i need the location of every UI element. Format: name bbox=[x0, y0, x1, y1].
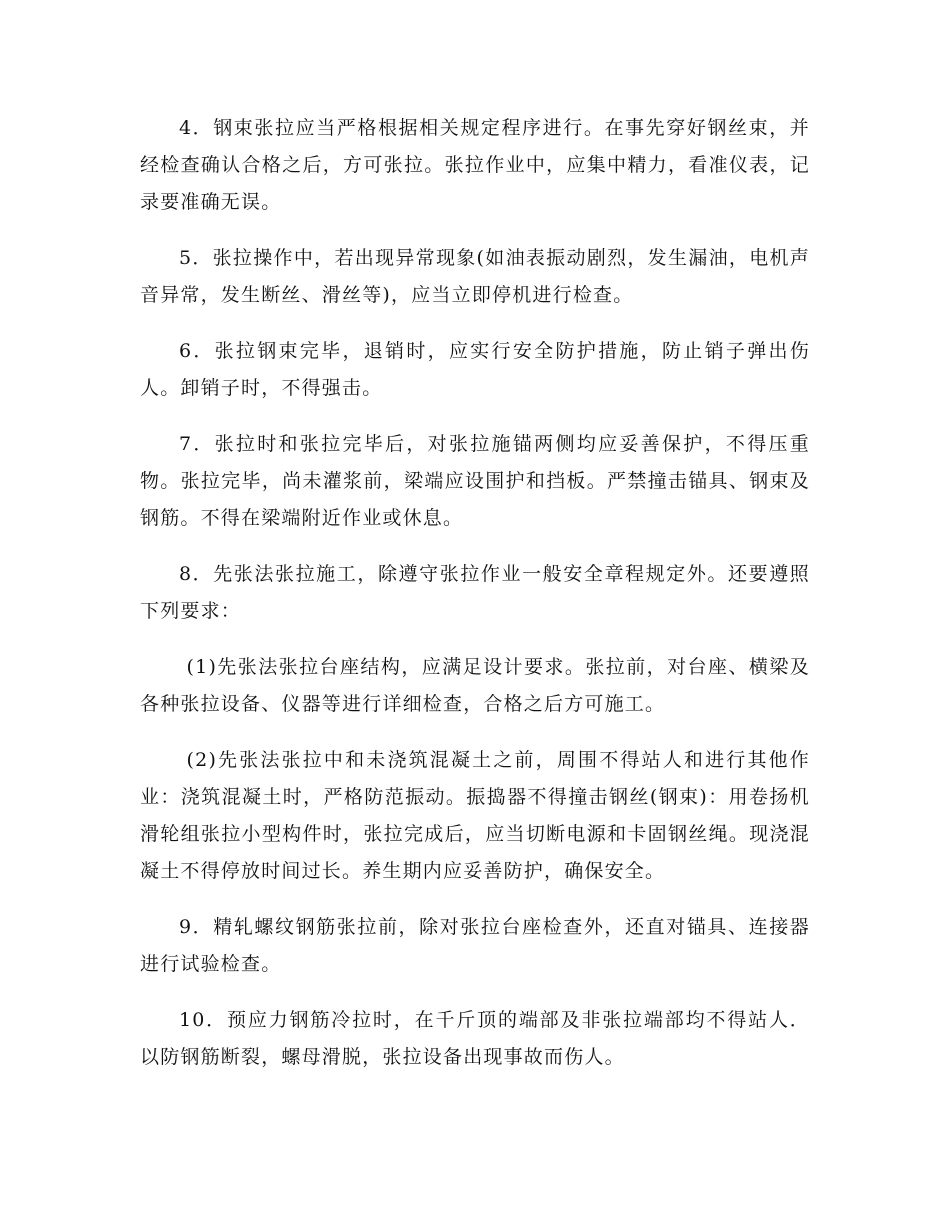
paragraph-subitem-2: (2)先张法张拉中和未浇筑混凝土之前，周围不得站人和进行其他作业：浇筑混凝土时，严格防范振动。振捣器不得撞击钢丝(钢束)：用卷扬机滑轮组张拉小型构件时，张拉完成后，应当切断电源和卡固钢丝绳。现浇混凝土不得停放时间过长。养生期内应妥善防护，确保安全。 bbox=[140, 749, 810, 882]
paragraph-item-5: 5．张拉操作中，若出现异常现象(如油表振动剧烈，发生漏油，电机声音异常，发生断丝、滑丝等)，应当立即停机进行检查。 bbox=[140, 247, 810, 306]
paragraph-item-4: 4．钢束张拉应当严格根据相关规定程序进行。在事先穿好钢丝束，并经检查确认合格之后，方可张拉。张拉作业中，应集中精力，看准仪表，记录要准确无误。 bbox=[140, 117, 810, 213]
document-body bbox=[140, 110, 810, 1095]
paragraph-subitem-1: (1)先张法张拉台座结构，应满足设计要求。张拉前，对台座、横梁及各种张拉设备、仪器等进行详细检查，合格之后方可施工。 bbox=[140, 656, 810, 715]
paragraph-item-7: 7．张拉时和张拉完毕后，对张拉施锚两侧均应妥善保护，不得压重物。张拉完毕，尚未灌浆前，梁端应设围护和挡板。严禁撞击锚具、钢束及钢筋。不得在梁端附近作业或休息。 bbox=[140, 433, 810, 529]
paragraph-item-6: 6．张拉钢束完毕，退销时，应实行安全防护措施，防止销子弹出伤人。卸销子时，不得强击。 bbox=[140, 340, 810, 399]
paragraph-item-10: 10．预应力钢筋冷拉时，在千斤顶的端部及非张拉端部均不得站人．以防钢筋断裂，螺母滑脱，张拉设备出现事故而伤人。 bbox=[140, 1009, 810, 1068]
paragraph-item-9: 9．精轧螺纹钢筋张拉前，除对张拉台座检查外，还直对锚具、连接器进行试验检查。 bbox=[140, 916, 810, 975]
paragraph-item-8: 8．先张法张拉施工，除遵守张拉作业一般安全章程规定外。还要遵照下列要求： bbox=[140, 563, 810, 622]
